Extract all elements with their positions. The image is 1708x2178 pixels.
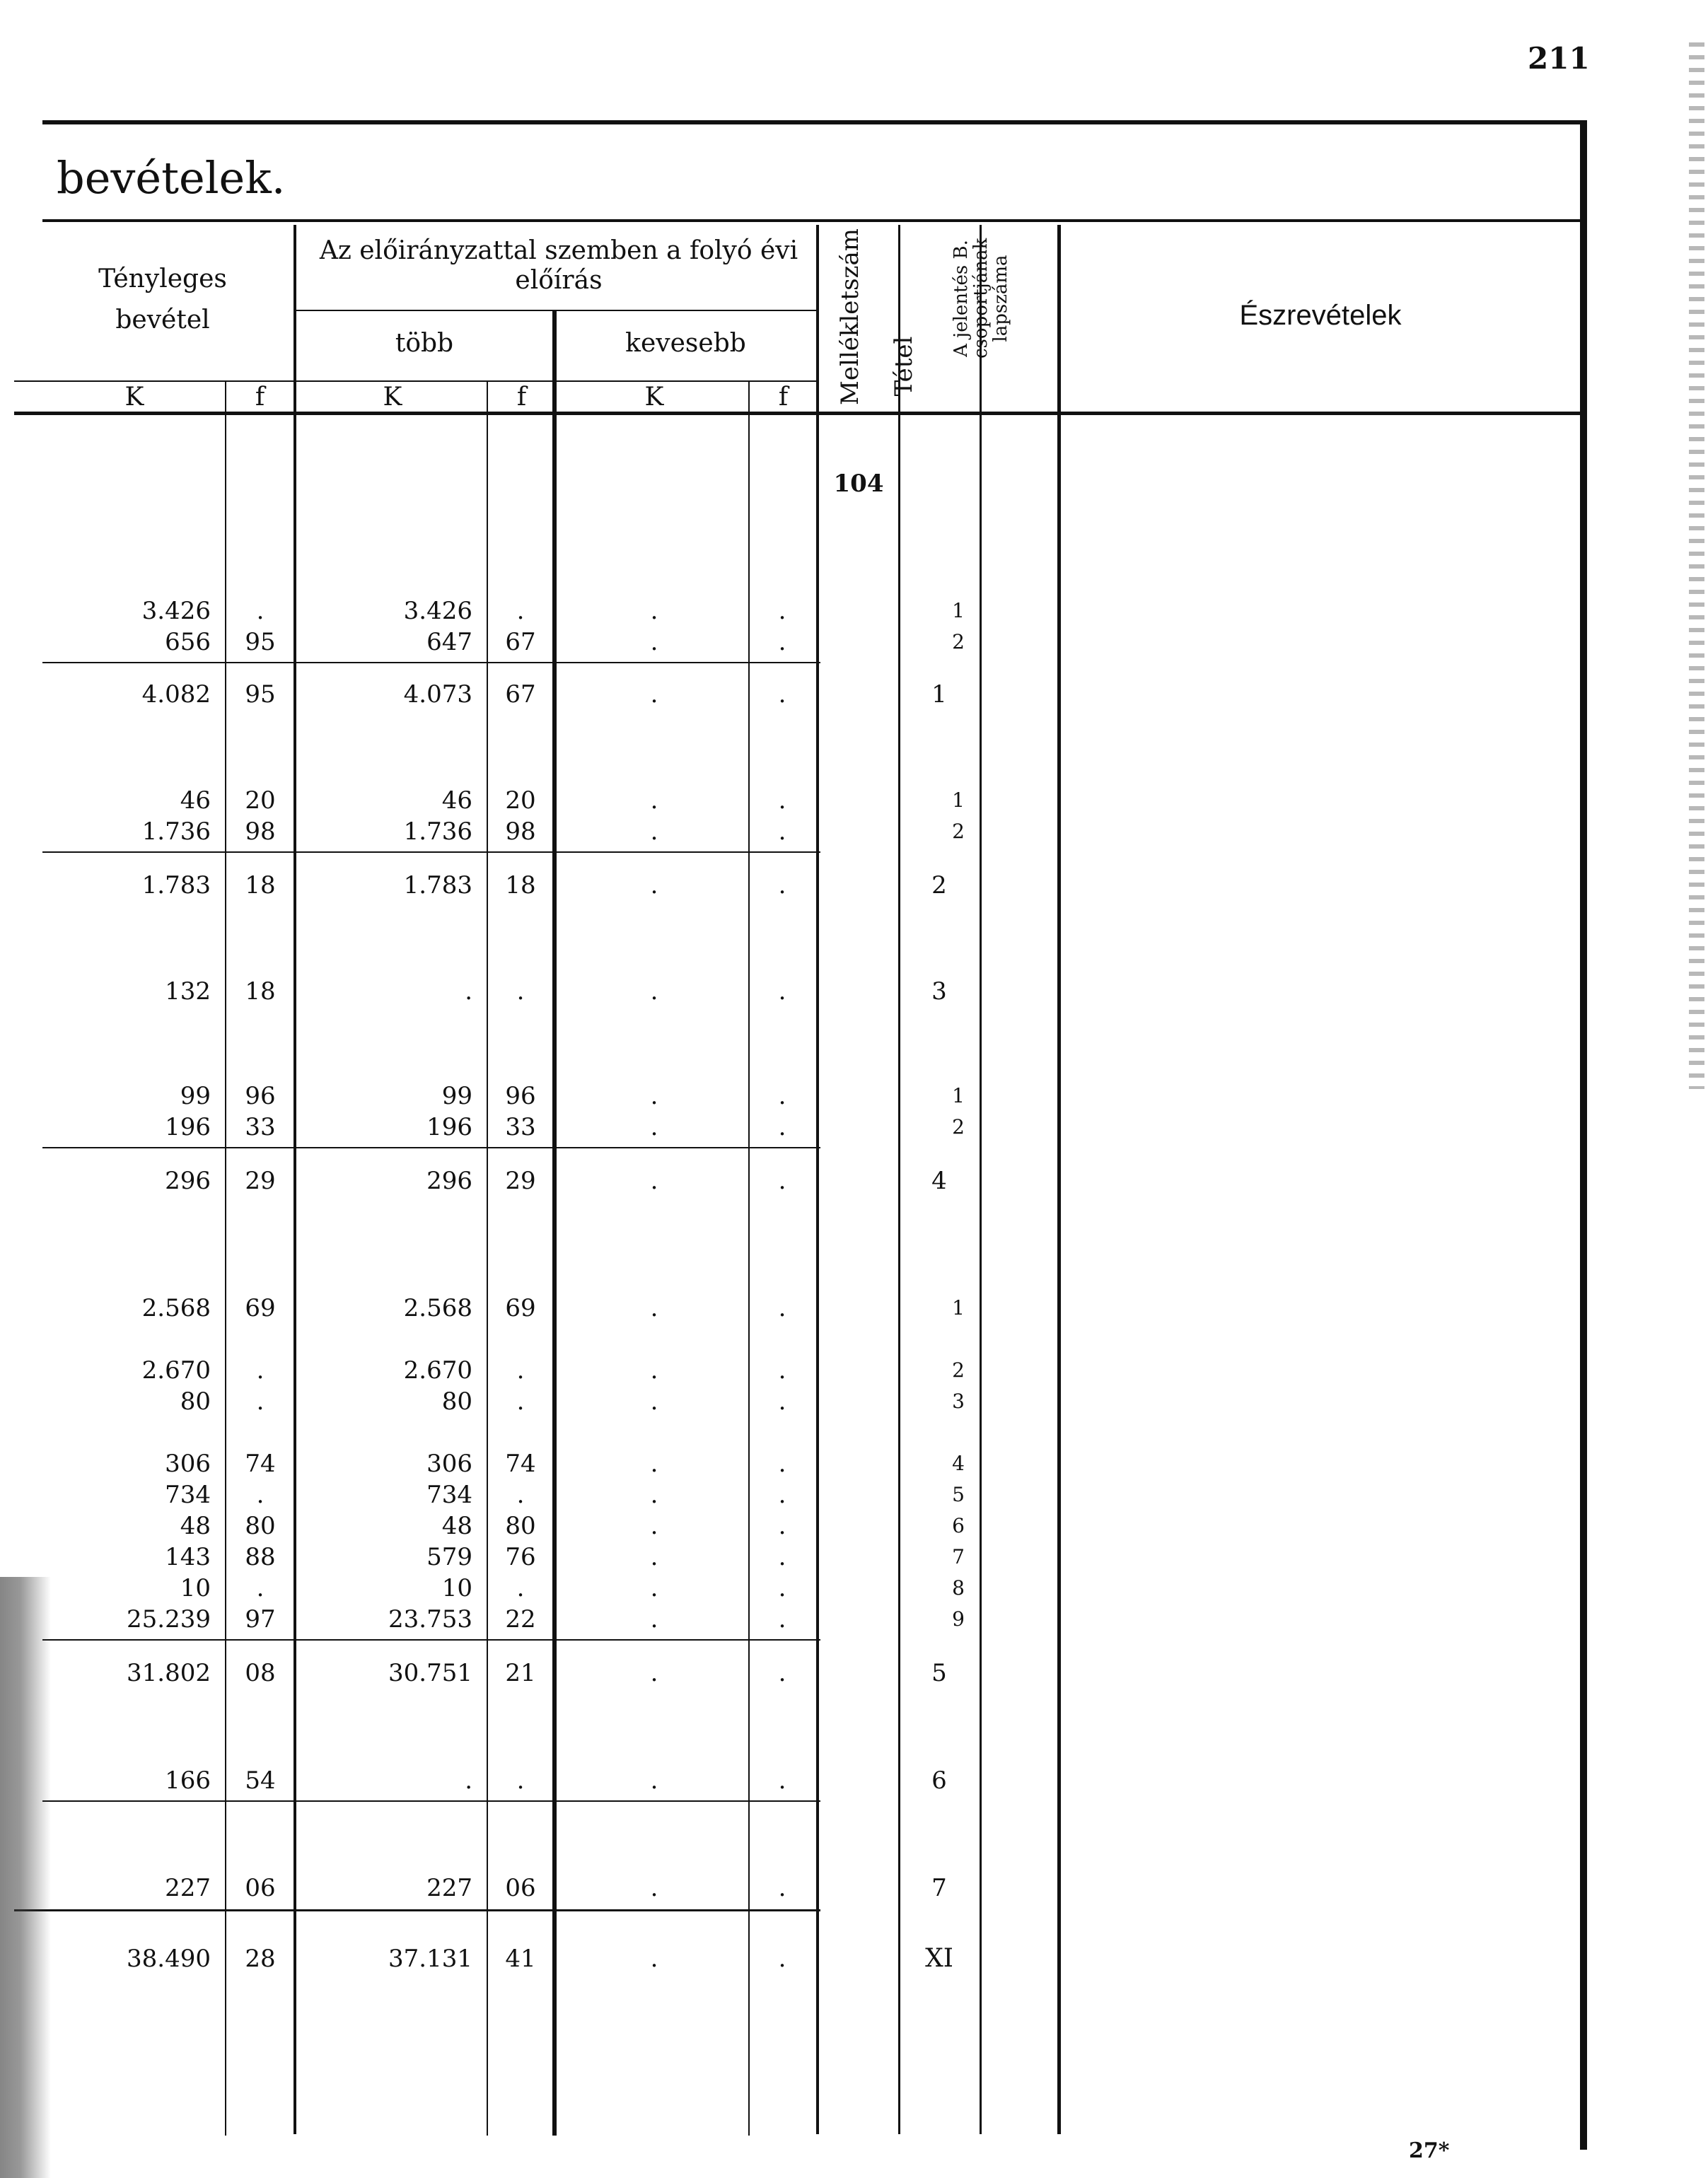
table-cell-mf: 96: [505, 1082, 536, 1110]
table-cell-mf: .: [516, 1387, 525, 1416]
table-cell-lk: .: [650, 1294, 658, 1322]
table-cell-tk: 1.783: [141, 871, 211, 899]
table-cell-mk: 23.753: [388, 1605, 472, 1634]
table-cell-lf: .: [778, 1543, 786, 1571]
table-cell-mk: 3.426: [403, 597, 472, 625]
table-cell-tf: 74: [245, 1450, 276, 1478]
table-cell-tetel: 2: [931, 871, 947, 899]
table-cell-mk: 99: [441, 1082, 472, 1110]
table-cell-tf: 54: [245, 1766, 276, 1795]
table-cell-tk: 296: [165, 1167, 211, 1195]
table-cell-tetel: 3: [931, 977, 947, 1006]
table-cell-sub: 8: [952, 1576, 965, 1600]
table-cell-lk: .: [650, 1512, 658, 1540]
table-cell-tk: 143: [165, 1543, 211, 1571]
table-cell-tk: 25.239: [127, 1605, 211, 1634]
table-cell-mf: 20: [505, 786, 536, 815]
footer-mark: 27*: [1409, 2138, 1450, 2163]
table-cell-tk: 48: [180, 1512, 211, 1540]
table-cell-tf: .: [256, 1574, 265, 1602]
table-cell-mf: 80: [505, 1512, 536, 1540]
table-cell-mf: 67: [505, 680, 536, 709]
table-cell-mf: 41: [505, 1945, 536, 1973]
table-cell-lk: .: [650, 1574, 658, 1602]
table-cell-tf: 69: [245, 1294, 276, 1322]
scan-edge: [0, 1577, 51, 2178]
table-cell-tf: .: [256, 597, 265, 625]
right-border: [1580, 120, 1587, 2150]
table-cell-lk: .: [650, 817, 658, 846]
header-k: K: [383, 383, 402, 412]
table-cell-tf: 97: [245, 1605, 276, 1634]
table-cell-tk: 31.802: [127, 1659, 211, 1687]
table-cell-mk: 227: [426, 1874, 472, 1902]
table-cell-tk: 99: [180, 1082, 211, 1110]
table-cell-sub: 1: [952, 599, 965, 622]
table-cell-tf: 96: [245, 1082, 276, 1110]
header-k: K: [644, 383, 664, 412]
table-cell-tf: .: [256, 1387, 265, 1416]
table-cell-tetel: 5: [931, 1659, 947, 1687]
table-cell-mf: .: [516, 977, 525, 1006]
table-cell-lk: .: [650, 977, 658, 1006]
table-cell-lk: .: [650, 1356, 658, 1385]
table-cell-mk: 2.568: [403, 1294, 472, 1322]
table-cell-mk: 1.783: [403, 871, 472, 899]
table-cell-tk: 132: [165, 977, 211, 1006]
table-cell-sub: 9: [952, 1607, 965, 1631]
table-cell-tf: 28: [245, 1945, 276, 1973]
subtotal-rule: [42, 1639, 820, 1641]
table-cell-sub: 2: [952, 820, 965, 843]
table-cell-mf: 29: [505, 1167, 536, 1195]
table-cell-mk: 296: [426, 1167, 472, 1195]
table-cell-mf: 18: [505, 871, 536, 899]
table-cell-lf: .: [778, 1874, 786, 1902]
table-cell-lf: .: [778, 817, 786, 846]
table-cell-tf: 18: [245, 871, 276, 899]
header-tobb: több: [395, 329, 454, 358]
table-cell-lf: .: [778, 1113, 786, 1141]
header-k: K: [124, 383, 144, 412]
table-cell-tk: 734: [165, 1481, 211, 1509]
header-tetel: Tétel: [890, 336, 918, 397]
table-cell-mk: 4.073: [403, 680, 472, 709]
table-cell-tf: .: [256, 1481, 265, 1509]
table-cell-lk: .: [650, 1113, 658, 1141]
table-cell-mf: .: [516, 1766, 525, 1795]
table-cell-mk: 30.751: [388, 1659, 472, 1687]
table-cell-lk: .: [650, 1082, 658, 1110]
table-cell-mf: 74: [505, 1450, 536, 1478]
table-cell-tf: 95: [245, 680, 276, 709]
page-number: 211: [1528, 41, 1590, 76]
table-cell-tk: 38.490: [127, 1945, 211, 1973]
table-cell-lf: .: [778, 1481, 786, 1509]
table-cell-mf: 06: [505, 1874, 536, 1902]
table-cell-mf: .: [516, 1574, 525, 1602]
table-cell-tk: 166: [165, 1766, 211, 1795]
table-cell-mk: 2.670: [403, 1356, 472, 1385]
table-cell-sub: 1: [952, 1084, 965, 1107]
table-cell-mf: .: [516, 1481, 525, 1509]
table-cell-tk: 10: [180, 1574, 211, 1602]
table-cell-lk: .: [650, 1605, 658, 1634]
table-cell-mk: 37.131: [388, 1945, 472, 1973]
col-divider: [816, 225, 819, 2134]
table-cell-lf: .: [778, 1450, 786, 1478]
table-cell-lf: .: [778, 1167, 786, 1195]
table-cell-lk: .: [650, 786, 658, 815]
table-cell-tf: 98: [245, 817, 276, 846]
table-cell-mk: 734: [426, 1481, 472, 1509]
table-cell-lk: .: [650, 680, 658, 709]
table-cell-lf: .: [778, 1659, 786, 1687]
table-cell-lf: .: [778, 1766, 786, 1795]
header-lapszama: A jelentés B. csoportjának lapszáma: [951, 238, 1011, 359]
subtotal-rule: [42, 662, 820, 663]
table-cell-tk: 227: [165, 1874, 211, 1902]
col-divider: [1057, 225, 1061, 2134]
subtotal-rule: [42, 851, 820, 853]
table-cell-mk: 80: [441, 1387, 472, 1416]
table-cell-mk: 579: [426, 1543, 472, 1571]
table-cell-sub: 4: [952, 1452, 965, 1475]
table-cell-tk: 2.670: [141, 1356, 211, 1385]
table-cell-tf: 95: [245, 628, 276, 656]
table-cell-mk: 306: [426, 1450, 472, 1478]
table-cell-lk: .: [650, 1167, 658, 1195]
table-cell-sub: 1: [952, 788, 965, 812]
table-cell-lf: .: [778, 871, 786, 899]
table-cell-tf: .: [256, 1356, 265, 1385]
table-cell-tk: 4.082: [141, 680, 211, 709]
table-cell-mk: 48: [441, 1512, 472, 1540]
table-cell-tk: 196: [165, 1113, 211, 1141]
table-cell-mf: .: [516, 1356, 525, 1385]
table-cell-lk: .: [650, 1659, 658, 1687]
table-cell-mk: .: [465, 1766, 472, 1795]
table-cell-mk: 10: [441, 1574, 472, 1602]
table-cell-lf: .: [778, 680, 786, 709]
header-f: f: [255, 383, 265, 412]
table-cell-mf: 33: [505, 1113, 536, 1141]
header-tenyleges: Tényleges bevétel: [98, 264, 227, 334]
table-cell-lf: .: [778, 1945, 786, 1973]
table-cell-tk: 1.736: [141, 817, 211, 846]
col-divider: [552, 311, 557, 2136]
table-cell-lk: .: [650, 1450, 658, 1478]
table-cell-mk: 196: [426, 1113, 472, 1141]
table-cell-tetel: 7: [931, 1874, 947, 1902]
table-cell-tk: 656: [165, 628, 211, 656]
subtotal-rule: [42, 1147, 820, 1148]
table-cell-lf: .: [778, 1294, 786, 1322]
table-cell-tf: 06: [245, 1874, 276, 1902]
table-cell-lk: .: [650, 1766, 658, 1795]
table-cell-tk: 80: [180, 1387, 211, 1416]
table-cell-lf: .: [778, 1574, 786, 1602]
table-cell-tetel: 6: [931, 1766, 947, 1795]
table-cell-lf: .: [778, 786, 786, 815]
scan-edge-right: [1689, 42, 1704, 1089]
col-divider: [294, 225, 296, 2134]
header-f: f: [778, 383, 789, 412]
table-cell-tf: 20: [245, 786, 276, 815]
table-cell-sub: 2: [952, 630, 965, 653]
table-cell-lk: .: [650, 628, 658, 656]
table-cell-lf: .: [778, 597, 786, 625]
table-cell-tf: 80: [245, 1512, 276, 1540]
total-rule: [14, 1909, 820, 1911]
table-cell-mk: .: [465, 977, 472, 1006]
table-cell-sub: 5: [952, 1483, 965, 1506]
table-cell-sub: 3: [952, 1390, 965, 1413]
table-cell-tf: 33: [245, 1113, 276, 1141]
table-cell-lf: .: [778, 1082, 786, 1110]
table-cell-sub: 6: [952, 1514, 965, 1537]
table-cell-sub: 2: [952, 1115, 965, 1138]
table-cell-sub: 7: [952, 1545, 965, 1568]
table-cell-lk: .: [650, 1543, 658, 1571]
page-title: bevételek.: [57, 152, 286, 204]
table-cell-lk: .: [650, 1945, 658, 1973]
mellekletszam-value: 104: [833, 470, 884, 498]
header-mellekletszam: Mellékletszám: [836, 228, 864, 405]
table-cell-tk: 3.426: [141, 597, 211, 625]
table-cell-lk: .: [650, 1481, 658, 1509]
title-rule: [42, 219, 1584, 222]
table-cell-lk: .: [650, 1387, 658, 1416]
table-cell-lf: .: [778, 628, 786, 656]
table-cell-tf: 29: [245, 1167, 276, 1195]
table-cell-tk: 46: [180, 786, 211, 815]
table-cell-lf: .: [778, 1387, 786, 1416]
table-cell-tf: 88: [245, 1543, 276, 1571]
table-cell-lf: .: [778, 1605, 786, 1634]
table-cell-lk: .: [650, 871, 658, 899]
table-cell-mf: 69: [505, 1294, 536, 1322]
table-cell-mf: .: [516, 597, 525, 625]
table-cell-lk: .: [650, 597, 658, 625]
table-cell-mf: 22: [505, 1605, 536, 1634]
table-cell-tf: 08: [245, 1659, 276, 1687]
table-cell-mf: 98: [505, 817, 536, 846]
table-cell-mf: 76: [505, 1543, 536, 1571]
table-cell-sub: 2: [952, 1358, 965, 1382]
table-cell-tetel: XI: [925, 1944, 953, 1973]
table-cell-sub: 1: [952, 1296, 965, 1320]
table-cell-lf: .: [778, 977, 786, 1006]
table-cell-tk: 2.568: [141, 1294, 211, 1322]
header-eloiranyzat: Az előirányzattal szemben a folyó évi előírás: [319, 236, 798, 295]
table-cell-tf: 18: [245, 977, 276, 1006]
table-cell-mf: 67: [505, 628, 536, 656]
kf-divider: [225, 382, 226, 2136]
table-cell-lf: .: [778, 1356, 786, 1385]
table-cell-tk: 306: [165, 1450, 211, 1478]
header-rule: [296, 310, 816, 311]
table-cell-mk: 46: [441, 786, 472, 815]
top-rule: [42, 120, 1584, 124]
col-divider: [898, 225, 900, 2134]
table-cell-lf: .: [778, 1512, 786, 1540]
header-kevesebb: kevesebb: [625, 329, 746, 358]
table-cell-lk: .: [650, 1874, 658, 1902]
table-cell-tetel: 1: [931, 680, 947, 709]
subtotal-rule: [42, 1800, 820, 1802]
table-cell-mf: 21: [505, 1659, 536, 1687]
table-cell-mk: 647: [426, 628, 472, 656]
col-divider: [980, 225, 982, 2134]
header-f: f: [516, 383, 527, 412]
table-cell-tetel: 4: [931, 1167, 947, 1195]
header-eszrevetelek: Észrevételek: [1239, 300, 1402, 331]
table-cell-mk: 1.736: [403, 817, 472, 846]
